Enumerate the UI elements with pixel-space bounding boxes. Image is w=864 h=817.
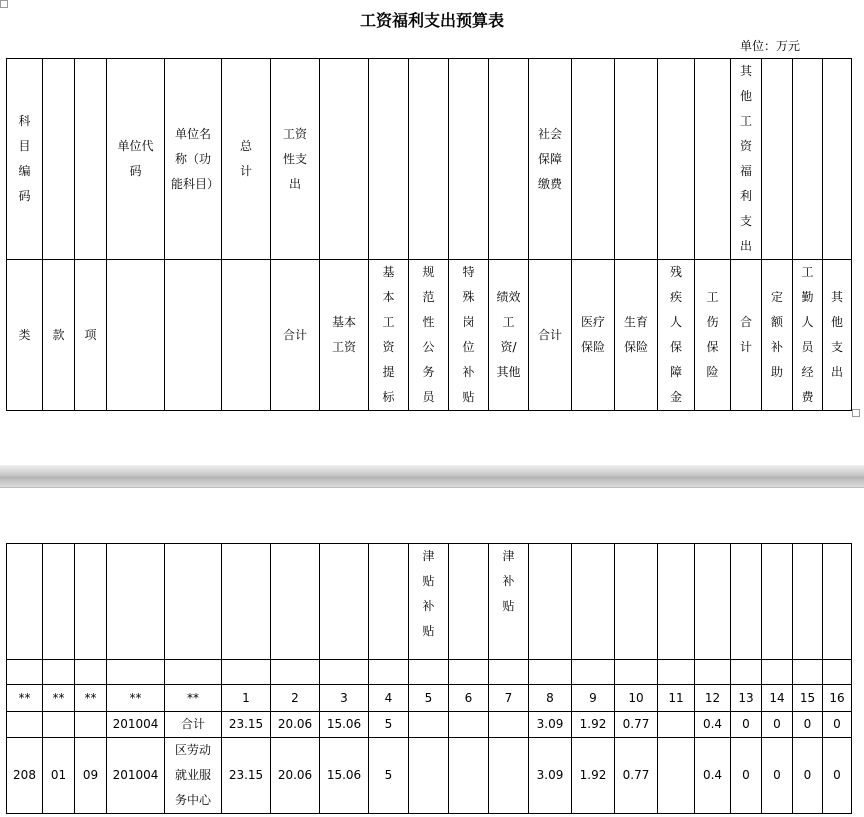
table-cell: 0 [793, 712, 823, 738]
header-disabled: 残疾人保障金 [658, 260, 695, 411]
table-cell [658, 712, 695, 738]
table-cell: 5 [409, 685, 449, 712]
table-cell: 5 [369, 738, 409, 814]
header-unit-name: 单位名称（功能科目） [165, 59, 222, 260]
header-xiang: 项 [75, 260, 107, 411]
header-blank [695, 59, 731, 260]
header-other-exp: 其他支出 [823, 260, 852, 411]
table-cell: ** [43, 685, 75, 712]
header-kuan: 款 [43, 260, 75, 411]
table-cell [7, 712, 43, 738]
table-cell: 0 [762, 738, 793, 814]
header-injury: 工伤保险 [695, 260, 731, 411]
table-cell: 4 [369, 685, 409, 712]
corner-mark [852, 409, 860, 417]
header-blank [43, 59, 75, 260]
header-blank [165, 260, 222, 411]
table-row [7, 712, 852, 738]
header-blank [369, 59, 409, 260]
header-subject-code: 科目编码 [7, 59, 43, 260]
table-cell: 208 [7, 738, 43, 814]
header-medical: 医疗保险 [572, 260, 615, 411]
table-cell: 0 [762, 712, 793, 738]
table-cell: 13 [731, 685, 762, 712]
table-cell: ** [165, 685, 222, 712]
budget-table-body [6, 543, 852, 814]
header-blank [107, 260, 165, 411]
header-other: 其他工资福利支出 [731, 59, 762, 260]
table-cell: 8 [529, 685, 572, 712]
header-blank [409, 59, 449, 260]
header-social-total: 合计 [529, 260, 572, 411]
table-cell: 0.4 [695, 738, 731, 814]
header-social: 社会保障缴费 [529, 59, 572, 260]
header-blank [793, 59, 823, 260]
table-cell: 3.09 [529, 738, 572, 814]
budget-table-header [6, 58, 852, 411]
table-cell: 20.06 [271, 712, 320, 738]
table-cell: 3 [320, 685, 369, 712]
table-cell [409, 712, 449, 738]
table-cell: 5 [369, 712, 409, 738]
header-basic: 基本工资 [320, 260, 369, 411]
header-worker: 工勤人员经费 [793, 260, 823, 411]
table-cell: 3.09 [529, 712, 572, 738]
table-cell: 15 [793, 685, 823, 712]
header-civil-cont: 津贴补贴 [409, 544, 449, 660]
header-blank [615, 59, 658, 260]
header-blank [572, 59, 615, 260]
header-special: 特殊岗位补贴 [449, 260, 489, 411]
table-cell: 0 [823, 712, 852, 738]
table-cell: 16 [823, 685, 852, 712]
table-cell: 1.92 [572, 738, 615, 814]
table-cell: 23.15 [222, 712, 271, 738]
table-cell: 201004 [107, 738, 165, 814]
header-basic-salary: 基本工资提标 [369, 260, 409, 411]
table-cell: 1 [222, 685, 271, 712]
table-cell [489, 712, 529, 738]
table-cell: ** [7, 685, 43, 712]
header-perf-cont: 津补贴 [489, 544, 529, 660]
table-cell: 合计 [165, 712, 222, 738]
table-cell [449, 738, 489, 814]
table-cell: 11 [658, 685, 695, 712]
table-cell: 2 [271, 685, 320, 712]
table-cell: 09 [75, 738, 107, 814]
table-cell: 15.06 [320, 712, 369, 738]
table-cell: 0.77 [615, 712, 658, 738]
table-cell: 1.92 [572, 712, 615, 738]
table-cell [75, 712, 107, 738]
table-cell [489, 738, 529, 814]
header-blank [658, 59, 695, 260]
table-cell: 23.15 [222, 738, 271, 814]
divider [0, 487, 864, 488]
table-cell: 0 [823, 738, 852, 814]
header-perf: 绩效工资/其他 [489, 260, 529, 411]
table-cell: ** [107, 685, 165, 712]
header-unit-code: 单位代码 [107, 59, 165, 260]
table-cell: 15.06 [320, 738, 369, 814]
header-blank [762, 59, 793, 260]
table-cell: 01 [43, 738, 75, 814]
table-cell [43, 712, 75, 738]
header-total: 总计 [222, 59, 271, 260]
page-break [0, 465, 864, 487]
table-cell: 0 [731, 738, 762, 814]
header-lei: 类 [7, 260, 43, 411]
corner-mark [0, 0, 8, 8]
header-wage-total: 合计 [271, 260, 320, 411]
table-cell: 10 [615, 685, 658, 712]
header-maternity: 生育保险 [615, 260, 658, 411]
table-cell [449, 712, 489, 738]
table-cell: 201004 [107, 712, 165, 738]
header-blank [75, 59, 107, 260]
table-cell: 20.06 [271, 738, 320, 814]
table-cell: 12 [695, 685, 731, 712]
page-title: 工资福利支出预算表 [359, 11, 504, 30]
table-cell: 区劳动就业服务中心 [165, 738, 222, 814]
unit-label: 单位：万元 [740, 39, 801, 53]
header-blank [320, 59, 369, 260]
table-row [7, 738, 852, 814]
header-civil: 规范性公务员 [409, 260, 449, 411]
header-wage: 工资性支出 [271, 59, 320, 260]
table-cell: 6 [449, 685, 489, 712]
table-row-blank [7, 660, 852, 685]
table-cell: 0 [731, 712, 762, 738]
table-cell: 0 [793, 738, 823, 814]
table-cell: ** [75, 685, 107, 712]
table-cell: 0.77 [615, 738, 658, 814]
table-cell [658, 738, 695, 814]
header-other-total: 合计 [731, 260, 762, 411]
table-cell: 0.4 [695, 712, 731, 738]
header-blank [823, 59, 852, 260]
header-fixed: 定额补助 [762, 260, 793, 411]
table-row-index [7, 685, 852, 712]
header-blank [222, 260, 271, 411]
table-cell: 7 [489, 685, 529, 712]
header-blank [489, 59, 529, 260]
table-cell [409, 738, 449, 814]
table-cell: 9 [572, 685, 615, 712]
header-blank [449, 59, 489, 260]
table-cell: 14 [762, 685, 793, 712]
